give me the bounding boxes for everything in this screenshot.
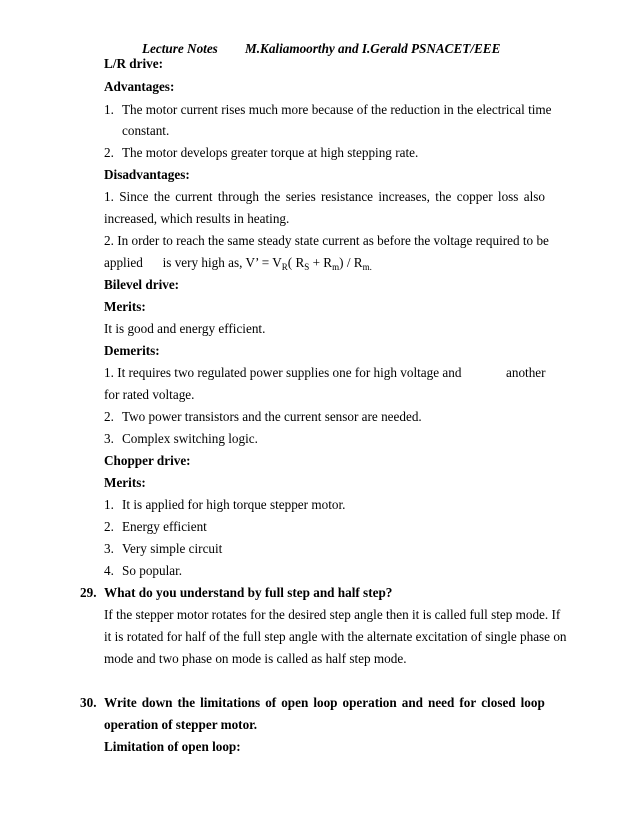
chopper-merits-heading: Merits: <box>104 475 146 490</box>
q30-word: limitations <box>200 695 261 710</box>
formula-sub-s: S <box>304 262 310 272</box>
dis2-line1: 2. In order to reach the same steady state current as before the voltage required to be <box>104 233 549 248</box>
q29-question: What do you understand by full step and half step? <box>104 585 393 600</box>
q30-word: down <box>141 695 173 710</box>
q30-word: for <box>459 695 477 710</box>
dem3-number: 3. <box>104 431 114 446</box>
dem1-line1-end: another <box>506 365 546 380</box>
q29-answer-line2: it is rotated for half of the full step angle with the alternate excitation of single phase on <box>104 629 567 644</box>
q30-number: 30. <box>80 695 97 710</box>
chopper-item-text: Energy efficient <box>122 519 207 534</box>
limitation-open-loop-heading: Limitation of open loop: <box>104 739 241 754</box>
dis2-line2-formula <box>104 255 372 271</box>
q30-word: open <box>281 695 309 710</box>
formula-sub-m2: m. <box>362 262 372 272</box>
bilevel-merit: It is good and energy efficient. <box>104 321 266 336</box>
chopper-item-number: 1. <box>104 497 114 512</box>
advantages-heading: Advantages: <box>104 79 175 94</box>
formula-part-c: + R <box>309 255 333 270</box>
disadvantages-heading: Disadvantages: <box>104 167 190 182</box>
formula-part-a: applied is very high as, V’ = V <box>104 255 282 270</box>
q29-answer-line3: mode and two phase on mode is called as half step mode. <box>104 651 407 666</box>
q30-word: and <box>401 695 423 710</box>
q30-word: need <box>427 695 455 710</box>
q30-word: Write <box>104 695 137 710</box>
q30-question-line1 <box>104 695 545 711</box>
adv1-line1 <box>122 102 552 118</box>
q30-word: the <box>177 695 196 710</box>
q30-question-line2: operation of stepper motor. <box>104 717 258 732</box>
chopper-item-number: 3. <box>104 541 114 556</box>
dem2-number: 2. <box>104 409 114 424</box>
q30-word: closed <box>481 695 516 710</box>
q30-word: loop <box>313 695 338 710</box>
chopper-item-number: 2. <box>104 519 114 534</box>
bilevel-merits-heading: Merits: <box>104 299 146 314</box>
q30-word: of <box>265 695 277 710</box>
dis1-line2: increased, which results in heating. <box>104 211 290 226</box>
adv1-number: 1. <box>104 102 114 117</box>
bilevel-demerits-heading: Demerits: <box>104 343 160 358</box>
chopper-item-text: So popular. <box>122 563 183 578</box>
dem2-text: Two power transistors and the current sensor are needed. <box>122 409 422 424</box>
bilevel-heading: Bilevel drive: <box>104 277 180 292</box>
dis1-line1: 1. Since the current through the series resistance increases, the copper loss also <box>104 189 545 204</box>
header-left: Lecture Notes <box>142 41 218 56</box>
q29-answer-line1: If the stepper motor rotates for the desired step angle then it is called full step mode. If <box>104 607 561 622</box>
chopper-item-text: It is applied for high torque stepper motor. <box>122 497 346 512</box>
formula-sub-r: R <box>281 262 288 272</box>
adv2-text: The motor develops greater torque at high stepping rate. <box>122 145 419 160</box>
dem1-line2: for rated voltage. <box>104 387 195 402</box>
formula-part-d: ) / R <box>339 255 363 270</box>
q30-word: operation <box>342 695 397 710</box>
adv2-number: 2. <box>104 145 114 160</box>
q29-number: 29. <box>80 585 97 600</box>
formula-part-b: ( R <box>287 255 305 270</box>
chopper-item-number: 4. <box>104 563 114 578</box>
adv1-line2: constant. <box>122 123 170 138</box>
chopper-item-text: Very simple circuit <box>122 541 223 556</box>
dem1-line1-start: 1. It requires two regulated power supplies one for high voltage and <box>104 365 462 380</box>
formula-sub-m: m <box>332 262 340 272</box>
header-right: M.Kaliamoorthy and I.Gerald PSNACET/EEE <box>245 41 501 56</box>
adv1-line1-text: The motor current rises much more because of the reduction in the electrical time <box>122 102 552 117</box>
dem3-text: Complex switching logic. <box>122 431 258 446</box>
chopper-heading: Chopper drive: <box>104 453 191 468</box>
q30-word: loop <box>520 695 545 710</box>
lr-drive-heading: L/R drive: <box>104 56 163 71</box>
